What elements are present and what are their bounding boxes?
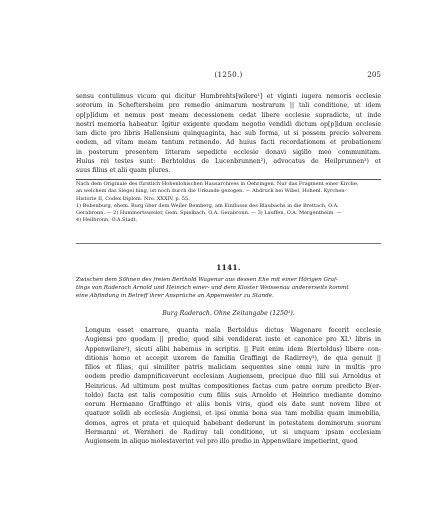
header-year: (1250.) [214,70,243,79]
running-header [76,70,381,82]
body-line: quatuor solidi ab ecclesia Augiensi, et ipsi omnia bona sua tam mobilia quam immobilia, [85,410,381,418]
page-number: 205 [367,70,381,79]
body-line: domos, agros et prata et quicquid habebant dederunt in potestatem dominorum suorum [85,419,381,427]
continuation-line: op[p]idum et nemus post meam decessionem cedat libere ecclesie supradicte, ut inde [76,111,381,119]
footnote-line: Historie II, Codex Diplom. Nro. XXXIV, p. 55. [76,195,190,202]
continuation-line: sororum in Scheftersheim pro remedio animarum nostrarum || tali conditione, ut idem [76,102,381,110]
footnote-line: 4) Heilbronn, O.A.Stadt. [76,217,138,224]
body-paragraph [76,326,381,446]
body-line: Hermanni et Wernheri de Radiray tali conditione, ut si unquam ipsam ecclesiam [85,428,381,436]
body-line: eodem predio dampnificaverunt ecclesiam Augiensem, precipue duo filii sui Arnoldus et [85,373,381,381]
footnote-line: 1) Bebenburg, ehem. Burg über dem Weiler Bemberg, am Einflusse des Blaubachs in die Brettach, O.A. [76,202,339,209]
body-line: Augiensem in aliquo molestaverint vel pro illo predio in Appenwilare impetierint, quod [85,438,358,445]
place-date: Burg Raderach. Ohne Zeitangabe (1250¹). [162,310,295,317]
document-number: 1141. [216,263,241,272]
regest-line: eine Abfindung in Betreff ihrer Ansprüche an Appenweiler zu Stande. [76,293,274,299]
footnote-line: an welchem das Siegel hing, ist noch durch die Urkunde gezogen. — Abdruck bei Wibel, Hohenl. Kyrchen- [76,188,347,195]
body-line: filios et filias, qui similiter patris maliciam sequentes sine omni iure in multis pro [85,364,381,371]
regest-text [76,276,381,300]
regest-line: tings von Raderach Arnold und Heinrich einer- und dem Kloster Weissenau andererseits kommt [76,285,349,291]
continuation-line: iam dicte pro libris Hallensium quinquaginta, hac sub forma, ut si possem precio solverem [76,130,381,137]
regest [76,276,381,300]
continuation-line: suus filius et alii quam plures. [76,167,171,174]
continuation-line: nostri memoria habeatur. Igitur exigente quodam negotio vendidi dictum op[p]idum ecclesie [76,120,381,128]
body-text [76,326,381,446]
continuation-line: sensu contulimus vicum qui dicitur Humbrehts[wilere¹] et viginti iugera nemoris ecclesie [76,93,381,100]
footnote-text [76,181,381,225]
body-line: Longum esset enarrare, quanta mala Bertoldus dictus Wagenare fecerit ecclesie [85,327,381,334]
continuation-line: eodem, ad vitam meam tantum retinendo. Ad huius facti recordationem et probationem [76,139,381,147]
body-line: ditionis homo et accepit uxorem de familia Graffingi de Radirrey³), de qua genuit || [85,354,381,362]
regest-line: Zwischen dem Söhnen des freien Berthold Wagenar aus dessen Ehe mit einer Hörigen Graf- [76,277,338,283]
body-line: toldo) facta est talis compositio cum filiis suis Arnoldo et Heinrico mediante domino [85,391,381,399]
footnote-rule [76,179,381,180]
body-line: Heinricus. Ad ultimum post multas compositiones factas cum patre eorum predicto B(er- [85,382,381,390]
body-line: Augiensi pro quodam || predio, quod sibi vendiderat iuste et canonice pro XL¹ libris in [85,336,381,344]
continuation-line: in posterum presentem litteram sepedicte ecclesie donavi sigillo meo communitam. [76,148,381,156]
footnote-line: Gerabronn. — 2) Hummertsweiler, Gem. Spielbach, O.A. Gerabronn. — 3) Lauffen, O.A. Mergentheim. — [76,210,342,217]
body-line: Appenwilare²), sicuti alibi habemus in scriptis. || Fuit enim idem B(ertoldus) libere con- [85,345,381,353]
continuation-text [76,92,381,175]
body-line: eorum Hermanno Grafftingo et aliis bonis viris, quod eis date sunt novem libre et [85,401,381,408]
footnote-line: Nach dem Originale des fürstlich Hohenlohischen Hausarchives in Oehringen. Nur das Fragment einer Kirche, [76,181,359,187]
footnotes [76,181,381,225]
continuation-line: Huius rei testes sunt: Berhtoldus de Lucenbrunnen²), advocatus de Heilprunnen³) et [76,157,381,165]
continuation-paragraph [76,92,381,175]
document-separator [76,243,381,244]
